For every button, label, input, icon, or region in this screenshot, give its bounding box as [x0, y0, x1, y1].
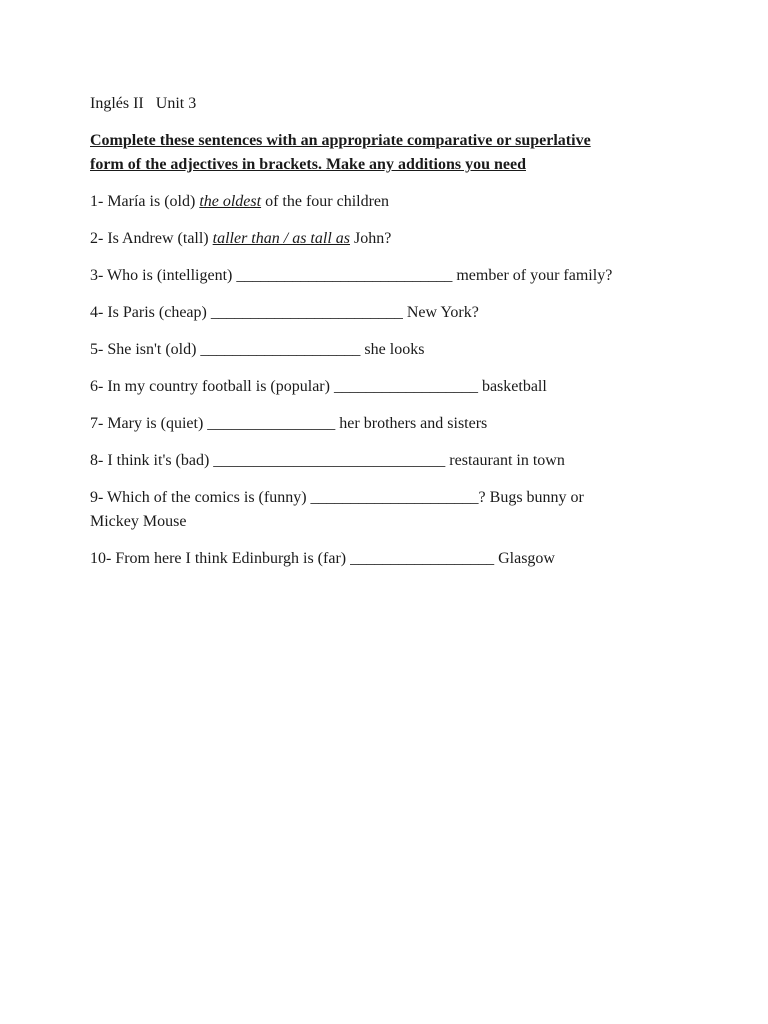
exercise-item-6: 6- In my country football is (popular) __________________ basketball: [90, 378, 547, 395]
exercise-item-8: 8- I think it's (bad) _____________________________ restaurant in town: [90, 452, 565, 469]
instructions: [90, 129, 680, 177]
item-2-answer: taller than / as tall as: [212, 230, 350, 247]
worksheet-header: [90, 93, 680, 115]
item-1-ending: of the four children: [261, 193, 390, 210]
item-1-prompt: 1- María is (old): [90, 193, 200, 210]
item-1-answer: the oldest: [199, 193, 262, 210]
item-9-line-2: Mickey Mouse: [90, 513, 187, 530]
worksheet-page: [90, 93, 680, 571]
exercise-item-4: 4- Is Paris (cheap) ________________________ New York?: [90, 304, 479, 321]
instructions-line-2: form of the adjectives in brackets. Make any additions you need: [90, 156, 526, 173]
exercise-item-1: [90, 190, 680, 214]
exercise-item-3: 3- Who is (intelligent) ___________________________ member of your family?: [90, 267, 613, 284]
exercise-item-2: [90, 227, 680, 251]
exercise-item-9: [90, 486, 680, 534]
instructions-line-1: Complete these sentences with an appropriate comparative or superlative: [90, 132, 591, 149]
exercise-item-5: 5- She isn't (old) ____________________ she looks: [90, 341, 425, 358]
subject-label: Inglés II: [90, 95, 144, 112]
item-2-prompt: 2- Is Andrew (tall): [90, 230, 213, 247]
item-9-line-1: 9- Which of the comics is (funny) _____________________? Bugs bunny or: [90, 489, 584, 506]
exercise-item-7: 7- Mary is (quiet) ________________ her brothers and sisters: [90, 415, 488, 432]
unit-label: Unit 3: [155, 95, 197, 112]
exercise-item-10: 10- From here I think Edinburgh is (far) __________________ Glasgow: [90, 550, 555, 567]
item-2-ending: John?: [349, 230, 392, 247]
